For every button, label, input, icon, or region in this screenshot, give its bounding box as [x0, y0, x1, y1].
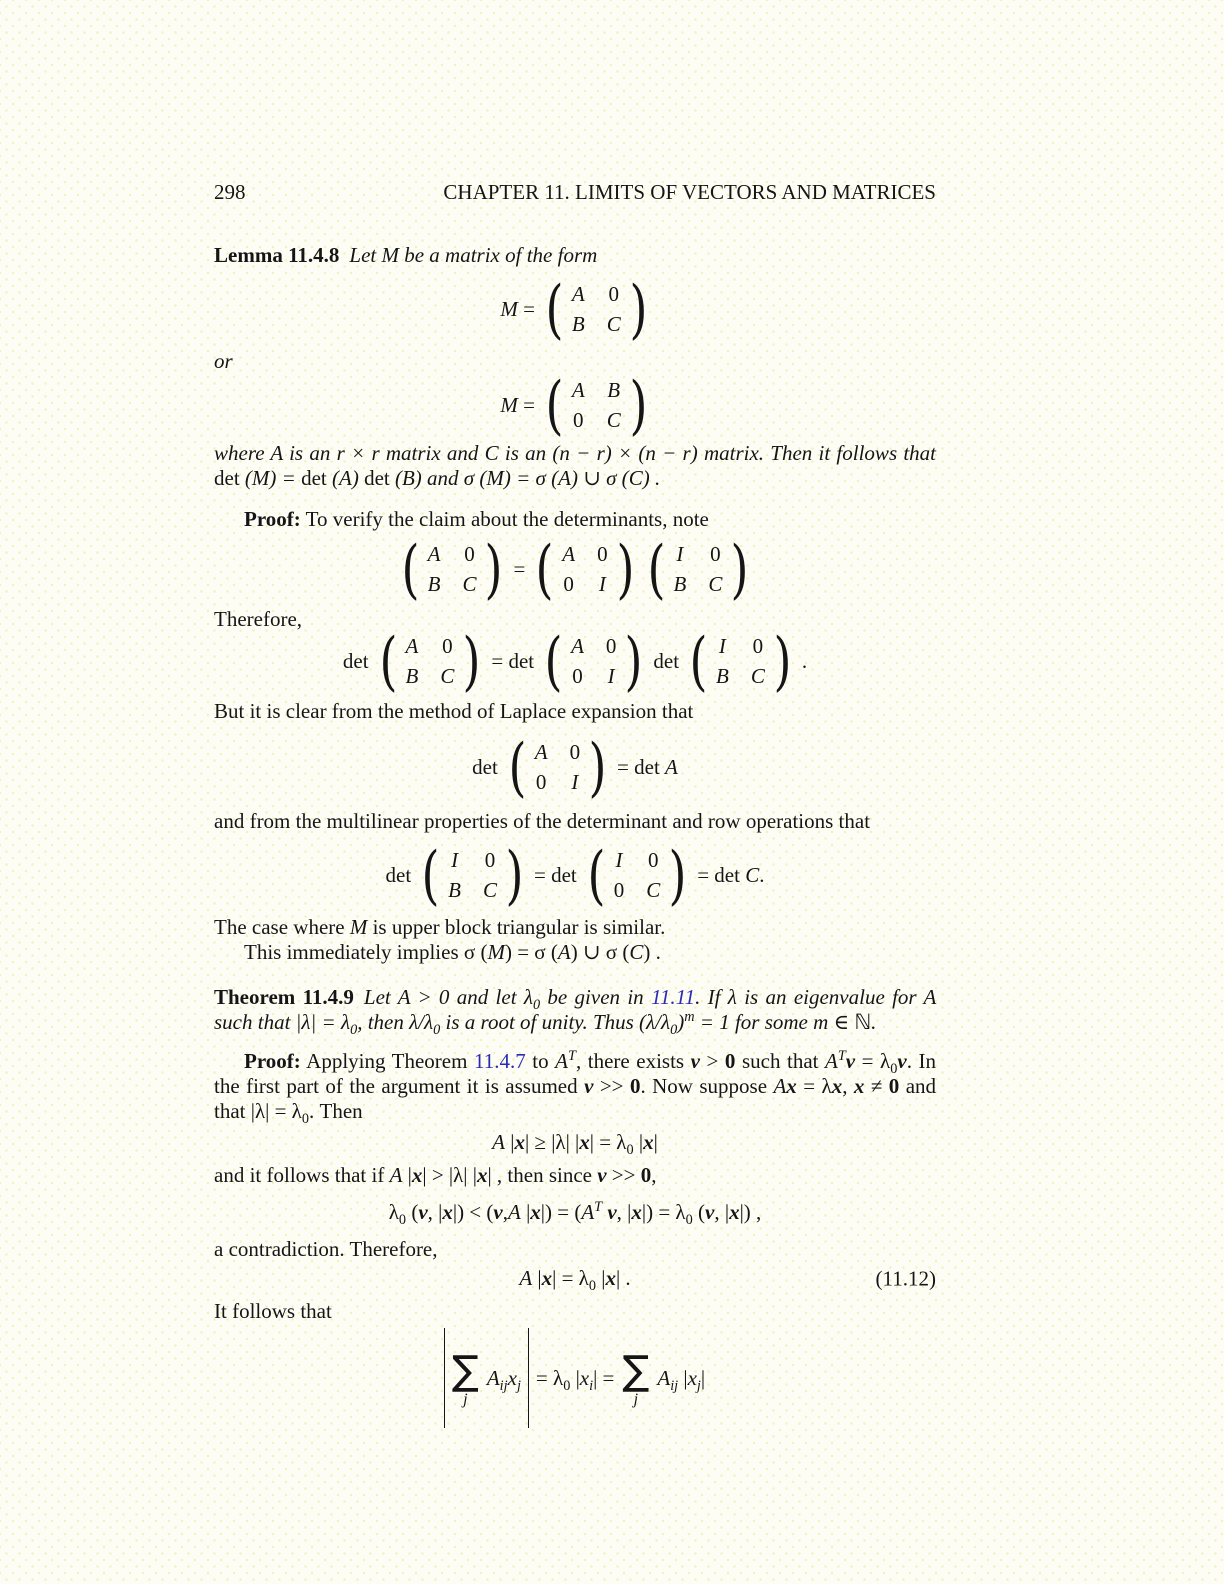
equation-det-product: [214, 624, 936, 699]
equation-text: = det A: [617, 755, 678, 779]
paren-left-icon: (: [421, 838, 440, 913]
paren-left-icon: (: [647, 532, 666, 607]
matrix-cell: A: [571, 634, 584, 658]
implies-sigma-text: This immediately implies σ (M) = σ (A) ∪ σ (C) .: [244, 940, 661, 964]
equation-m-upper-triangular: [214, 368, 936, 443]
multilinear-text: and from the multilinear properties of the determinant and row operations that: [214, 809, 871, 833]
lemma-conclusion: where A is an r × r matrix and C is an (n − r) × (n − r) matrix. Then it follows that det (M) = det (A) det (B) and σ (M) = σ (A) ∪ σ (C) .: [214, 441, 937, 490]
matrix-cell: 0: [710, 542, 721, 566]
equation-text: M =: [500, 297, 535, 321]
matrix-cell: 0: [752, 634, 764, 658]
laplace-text: But it is clear from the method of Laplace expansion that: [214, 699, 694, 723]
matrix-cell: 0: [484, 848, 496, 872]
page-content: [214, 0, 936, 1428]
equation-number: (11.12): [875, 1266, 936, 1290]
paren-left-icon: (: [401, 532, 420, 607]
matrix-cell: C: [483, 878, 498, 902]
paren-right-icon: ): [624, 624, 643, 699]
paren-left-icon: (: [689, 624, 708, 699]
matrix-cell: 0: [535, 770, 547, 794]
lemma-heading: [214, 243, 936, 268]
matrix-cell: B: [448, 878, 461, 902]
matrix-cell: 0: [573, 408, 584, 432]
paren-left-icon: (: [508, 730, 527, 805]
equation-a-abs-inequality: [214, 1130, 936, 1159]
theorem-heading: [214, 985, 936, 1039]
equation-text: = det: [491, 649, 535, 673]
proof-label-2: Proof:: [244, 1049, 301, 1073]
matrix-cell: I: [718, 634, 726, 658]
matrix-cell: B: [427, 572, 441, 596]
matrix-cell: 0: [464, 542, 475, 566]
matrix-cell: A: [571, 282, 585, 306]
matrix: [541, 624, 646, 699]
matrix: [584, 838, 690, 913]
matrix-cell: I: [607, 664, 615, 688]
or-text: or: [214, 349, 233, 373]
matrix-cell: 0: [569, 740, 581, 764]
paren-right-icon: ): [730, 532, 749, 607]
equation-11-12: [214, 1266, 936, 1295]
matrix-cell: C: [462, 572, 477, 596]
proof-label: Proof:: [244, 507, 301, 531]
vertical-bar-icon: [444, 1328, 445, 1428]
equation-text: $A_{ij}x_j$: [486, 1365, 521, 1394]
matrix-cell: 0: [572, 664, 583, 688]
ref-link[interactable]: 11.4.7: [474, 1049, 526, 1073]
matrix-cell: A: [534, 740, 548, 764]
equation-det-a: [214, 730, 936, 805]
paren-left-icon: (: [379, 624, 398, 699]
paren-right-icon: ): [484, 532, 503, 607]
paren-right-icon: ): [616, 532, 635, 607]
equation-text: det: [472, 755, 498, 779]
theorem-label: Theorem 11.4.9: [214, 985, 354, 1009]
matrix-cell: B: [571, 312, 585, 336]
proof-theorem-paragraph: [214, 1048, 937, 1128]
follows-if-text: and it follows that if A |x| > |λ| |x| , then since v >> 0,: [214, 1163, 657, 1187]
ref-link[interactable]: 11.11: [650, 985, 696, 1009]
matrix-cell: B: [405, 664, 419, 688]
paren-left-icon: (: [535, 532, 554, 607]
matrix-cell: 0: [597, 542, 608, 566]
equation-text: = det: [533, 863, 577, 887]
matrix-cell: I: [451, 848, 459, 872]
equation-text: det: [342, 649, 369, 673]
summation-icon: ∑ j: [622, 1347, 650, 1408]
equation-m-lower-triangular: [214, 272, 936, 347]
matrix-cell: 0: [442, 634, 453, 658]
matrix-cell: C: [606, 408, 621, 432]
equation-sum: [214, 1328, 936, 1428]
equation-text: .: [801, 649, 808, 673]
paren-left-icon: (: [545, 272, 564, 347]
matrix-cell: I: [676, 542, 684, 566]
lemma-label: Lemma 11.4.8: [214, 243, 340, 267]
matrix-cell: 0: [608, 282, 619, 306]
matrix-cell: 0: [647, 848, 659, 872]
paren-right-icon: ): [773, 624, 792, 699]
paren-right-icon: ): [668, 838, 687, 913]
it-follows-text: It follows that: [214, 1299, 332, 1323]
matrix-cell: B: [716, 664, 729, 688]
summation-icon: ∑ j: [451, 1347, 479, 1408]
paren-right-icon: ): [629, 272, 648, 347]
matrix: [376, 624, 485, 699]
equation-11-12-body: [515, 1266, 634, 1295]
matrix-cell: A: [427, 542, 441, 566]
matrix-cell: A: [571, 378, 585, 402]
equation-factorization: [214, 532, 936, 607]
equation-text: = $\lambda_0$ $|x_i|$ =: [535, 1365, 615, 1394]
paren-left-icon: (: [545, 368, 564, 443]
matrix-cell: C: [750, 664, 765, 688]
matrix-cell: A: [562, 542, 576, 566]
paren-right-icon: ): [629, 368, 648, 443]
equation-text: A $|x| = \lambda_0$ |x| .: [519, 1266, 631, 1295]
vertical-bar-icon: [528, 1328, 529, 1428]
matrix-cell: 0: [563, 572, 574, 596]
matrix-cell: C: [440, 664, 455, 688]
matrix-cell: C: [708, 572, 723, 596]
equation-text: =: [513, 557, 526, 581]
equation-text: = det C.: [697, 863, 765, 887]
matrix: [542, 368, 651, 443]
matrix-cell: A: [405, 634, 419, 658]
matrix-cell: C: [606, 312, 621, 336]
matrix-cell: 0: [613, 878, 625, 902]
running-header: [214, 180, 936, 205]
equation-text: det: [653, 649, 680, 673]
equation-text: $A_{ij}$ $|x_j|$: [657, 1365, 706, 1394]
matrix-cell: C: [646, 878, 661, 902]
matrix: [418, 838, 527, 913]
matrix-cell: I: [598, 572, 606, 596]
equation-text: $\lambda_0$ (v, |x|) < (v,A $|x|) = (A^T$ v, $|x|) = \lambda_0$ (v, |x|) ,: [388, 1199, 762, 1229]
paren-right-icon: ): [588, 730, 607, 805]
lemma-intro: Let M be a matrix of the form: [349, 243, 598, 267]
contradiction-text: a contradiction. Therefore,: [214, 1237, 438, 1261]
paren-right-icon: ): [505, 838, 524, 913]
page-number: 298: [214, 180, 246, 204]
equation-text: det: [385, 863, 412, 887]
matrix-cell: I: [615, 848, 623, 872]
matrix-cell: B: [673, 572, 687, 596]
matrix-cell: B: [607, 378, 621, 402]
upper-block-text: The case where M is upper block triangular is similar.: [214, 915, 666, 939]
matrix-cell: 0: [605, 634, 617, 658]
equation-text: A |x| ≥ |λ| $|x| = \lambda_0$ |x|: [492, 1130, 658, 1159]
matrix: [542, 272, 651, 347]
paren-right-icon: ): [462, 624, 481, 699]
proof-theorem-body: Applying Theorem 11.4.7 to $A^T$, there exists v > 0 such that $A^Tv = \lambda_0v$. In the first part of the argument it is assumed v >> 0. Now suppose Ax = λx, x ≠ 0 and that $|\lambda| = \lambda_0$. Then: [214, 1048, 937, 1128]
matrix: [505, 730, 610, 805]
therefore-text: Therefore,: [214, 607, 303, 631]
matrix: [686, 624, 795, 699]
proof-determinants-paragraph: [214, 507, 936, 532]
equation-text: M =: [500, 393, 535, 417]
equation-det-c: [214, 838, 936, 913]
matrix: [644, 532, 753, 607]
matrix: [532, 532, 637, 607]
paren-left-icon: (: [587, 838, 606, 913]
paren-left-icon: (: [544, 624, 563, 699]
equation-contradiction-chain: [214, 1199, 936, 1229]
proof-body: To verify the claim about the determinants, note: [305, 507, 709, 531]
matrix: [398, 532, 507, 607]
theorem-body: Let A > 0 and let $\lambda_0$ be given in 11.11. If λ is an eigenvalue for A such that $|\lambda| = \lambda_0$, then $\lambda/\lambda_0$ is a root of unity. Thus $(\lambda/\lambda_0)^m = 1$ for some m ∈ ℕ.: [214, 985, 936, 1039]
chapter-title: CHAPTER 11. LIMITS OF VECTORS AND MATRICES: [443, 180, 936, 204]
matrix-cell: I: [571, 770, 579, 794]
